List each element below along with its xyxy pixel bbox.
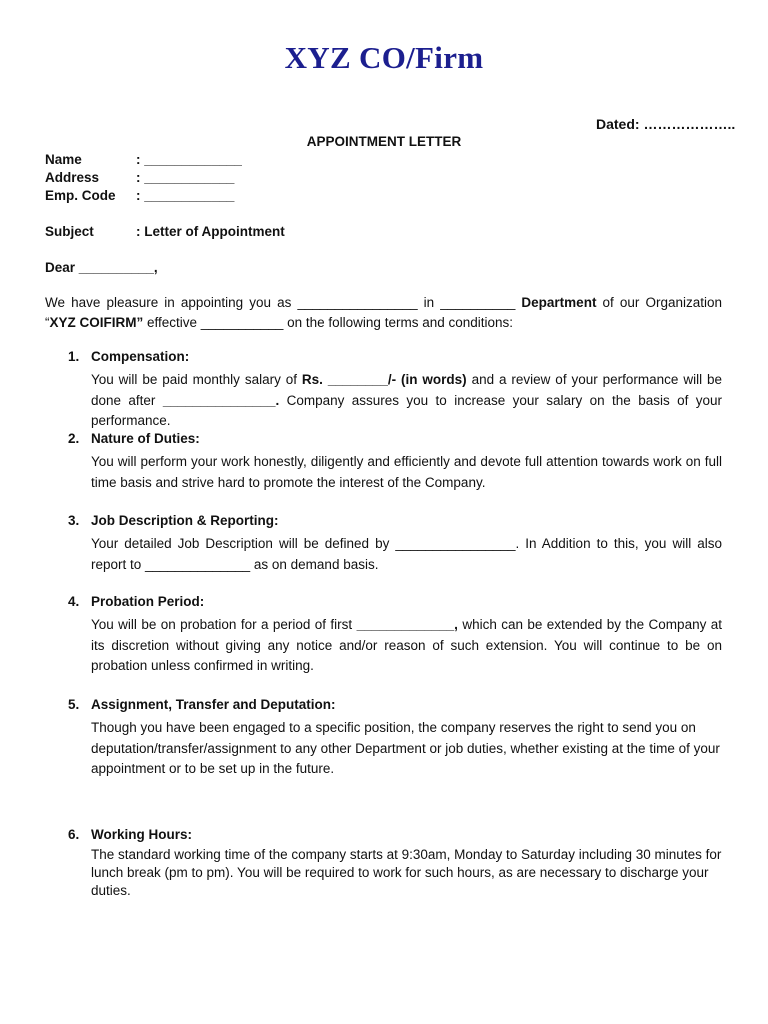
intro-paragraph <box>45 293 722 333</box>
intro-text-2: of our Organization “ <box>45 295 722 330</box>
name-value: : _____________ <box>136 152 242 167</box>
intro-text-1: We have pleasure in appointing you as ________________ in __________ <box>45 295 522 310</box>
section-text: Company assures you to increase your salary on the basis of your performance. <box>91 392 723 428</box>
letter-title: APPOINTMENT LETTER <box>306 134 462 149</box>
salary-blank: Rs. ________/- (in words) <box>301 372 467 387</box>
salutation: Dear __________, <box>45 260 158 275</box>
intro-organization: XYZ COIFIRM” <box>49 315 144 330</box>
section-text: You will perform your work honestly, diligently and efficiently and devote full attention towards work on full time basis and strive hard to promote the interest of the Company. <box>91 454 722 490</box>
section-number: 6. <box>68 827 80 842</box>
section-heading: Compensation: <box>91 349 190 364</box>
subject-value: : Letter of Appointment <box>136 224 285 239</box>
section-text: The standard working time of the company starts at 9:30am, Monday to Saturday including 30 minutes for lunch break (pm to pm). You will be required to work for such hours, as are necessary to discharge your duties. <box>91 847 722 898</box>
section-body <box>91 452 722 493</box>
section-heading: Job Description & Reporting: <box>91 513 279 528</box>
address-value: : ____________ <box>136 170 235 185</box>
intro-text-3: effective ___________ on the following terms and conditions: <box>143 315 514 330</box>
section-text: and a review of your performance will be done after <box>91 372 722 408</box>
section-heading: Nature of Duties: <box>91 431 200 446</box>
date-line: Dated: ……………….. <box>596 116 736 132</box>
section-text: Your detailed Job Description will be defined by ________________. In Addition to this, you will also report to ______________ as on demand basis. <box>91 536 722 572</box>
name-label: Name <box>45 152 82 167</box>
emp-code-label: Emp. Code <box>45 188 116 203</box>
emp-code-value: : ____________ <box>136 188 235 203</box>
probation-blank: _____________, <box>356 617 458 632</box>
company-name: XYZ CO/Firm <box>284 40 484 75</box>
section-body <box>91 615 722 677</box>
section-heading: Assignment, Transfer and Deputation: <box>91 697 336 712</box>
section-body <box>91 534 722 575</box>
review-blank: _______________. <box>162 392 280 408</box>
section-text: which can be extended by the Company at its discretion without giving any notice and/or reason of such extension. You will continue to be on probation unless confirmed in writing. <box>91 617 722 673</box>
section-text: You will be on probation for a period of first <box>91 617 357 632</box>
section-text: Though you have been engaged to a specific position, the company reserves the right to send you on deputation/transfer/assignment to any other Department or job duties, whether existing at the time of your appointment or to be set up in the future. <box>91 720 720 776</box>
section-heading: Probation Period: <box>91 594 205 609</box>
section-body <box>91 718 722 780</box>
address-label: Address <box>45 170 100 185</box>
intro-department: Department <box>521 295 597 310</box>
section-heading: Working Hours: <box>91 827 192 842</box>
section-body <box>91 846 722 900</box>
section-number: 5. <box>68 697 80 712</box>
section-number: 1. <box>68 349 80 364</box>
section-number: 2. <box>68 431 80 446</box>
section-text: You will be paid monthly salary of <box>91 372 302 387</box>
section-number: 4. <box>68 594 80 609</box>
section-body <box>91 370 722 432</box>
subject-label: Subject <box>45 224 94 239</box>
section-number: 3. <box>68 513 80 528</box>
